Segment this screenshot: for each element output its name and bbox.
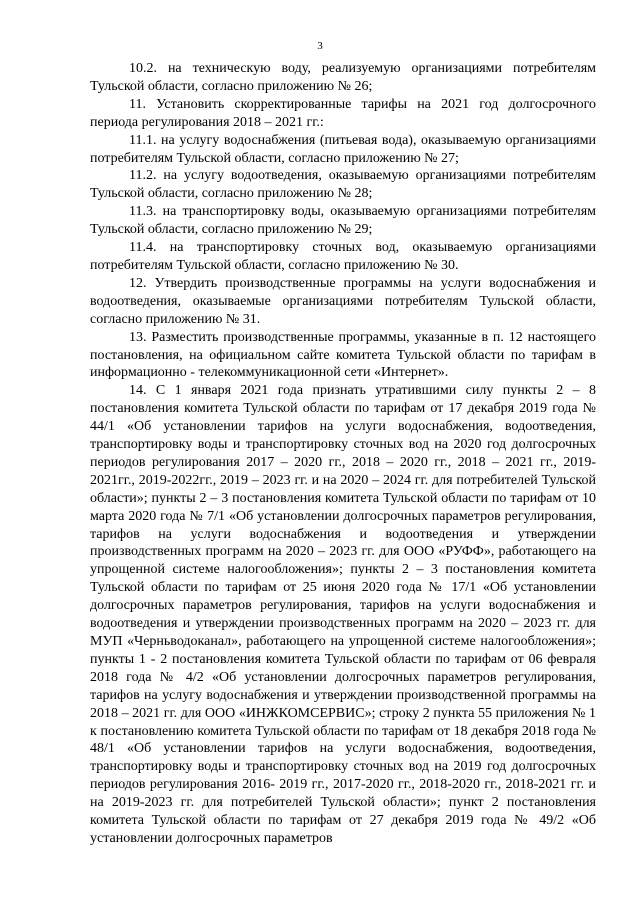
paragraph-11-3: 11.3. на транспортировку воды, оказываемую организациями потребителям Тульской области, согласно приложению № 29; (90, 204, 596, 238)
paragraph-11: 11. Установить скорректированные тарифы на 2021 год долгосрочного периода регулирования 2018 – 2021 гг.: (90, 96, 596, 130)
paragraph-10-2: 10.2. на техническую воду, реализуемую организациями потребителям Тульской области, согласно приложению № 26; (90, 61, 596, 94)
paragraph-11-1: 11.1. на услугу водоснабжения (питьевая вода), оказываемую организациями потребителям Тульской области, согласно приложению № 27; (90, 132, 596, 166)
paragraph-11-2: 11.2. на услугу водоотведения, оказываемую организациями потребителям Тульской области, согласно приложению № 28; (90, 168, 596, 202)
page-number: 3 (317, 40, 323, 52)
paragraph-12: 12. Утвердить производственные программы на услуги водоснабжения и водоотведения, оказываемые организациями потребителям Тульской области, согласно приложению № 31. (90, 275, 596, 327)
paragraph-13: 13. Разместить производственные программы, указанные в п. 12 настоящего постановления, на официальном сайте комитета Тульской области по тарифам в информационно - телекоммуникационной сети «Интернет». (90, 329, 596, 381)
document-body (90, 60, 596, 848)
paragraph-11-4: 11.4. на транспортировку сточных вод, оказываемую организациями потребителям Тульской области, согласно приложению № 30. (90, 240, 596, 273)
paragraph-14: 14. С 1 января 2021 года признать утратившими силу пункты 2 – 8 постановления комитета Тульской области по тарифам от 17 декабря 2019 года № 44/1 «Об установлении тарифов на услуги водоснабжения, водоотведения, транспортировку воды и транспортировку сточных вод на 2020 год долгосрочных периодов регулирования 2017 – 2020 гг., 2018 – 2020 гг., 2018 – 2021 гг., 2019-2021гг., 2019-2022гг., 2019 – 2023 гг. и на 2020 – 2024 гг. для потребителей Тульской области»; пункты 2 – 3 постановления комитета Тульской области по тарифам от 10 марта 2020 года № 7/1 «Об установлении долгосрочных параметров регулирования, тарифов на услуги водоснабжения и водоотведения и утверждении производственных программ на 2020 – 2023 гг. для ООО «РУФФ», работающего на упрощенной системе налогообложения»; пункты 2 – 3 постановления комитета Тульской области по тарифам от 25 июня 2020 года № 17/1 «Об установлении долгосрочных параметров регулирования, тарифов на услуги водоснабжения и водоотведения и утверждении производственных программ на 2020 – 2023 гг. для МУП «Черньводоканал», работающего на упрощенной системе налогообложения»; пункты 1 - 2 постановления комитета Тульской области по тарифам от 06 февраля 2018 года № 4/2 «Об установлении долгосрочных параметров регулирования, тарифов на услугу водоснабжения и утверждении производственной программы на 2018 – 2021 гг. для ООО «ИНЖКОМСЕРВИС»; строку 2 пункта 55 приложения № 1 к постановлению комитета Тульской области по тарифам от 18 декабря 2018 года № 48/1 «Об установлении тарифов на услуги водоснабжения, водоотведения, транспортировку воды и транспортировку сточных вод на 2019 год долгосрочных периодов регулирования 2016- 2019 гг., 2017-2020 гг., 2018-2020 гг., 2018-2021 гг. и на 2019-2023 гг. для потребителей Тульской области»; пункт 2 постановления комитета Тульской области по тарифам от 27 декабря 2019 года № 49/2 «Об установлении долгосрочных параметров (90, 383, 596, 846)
